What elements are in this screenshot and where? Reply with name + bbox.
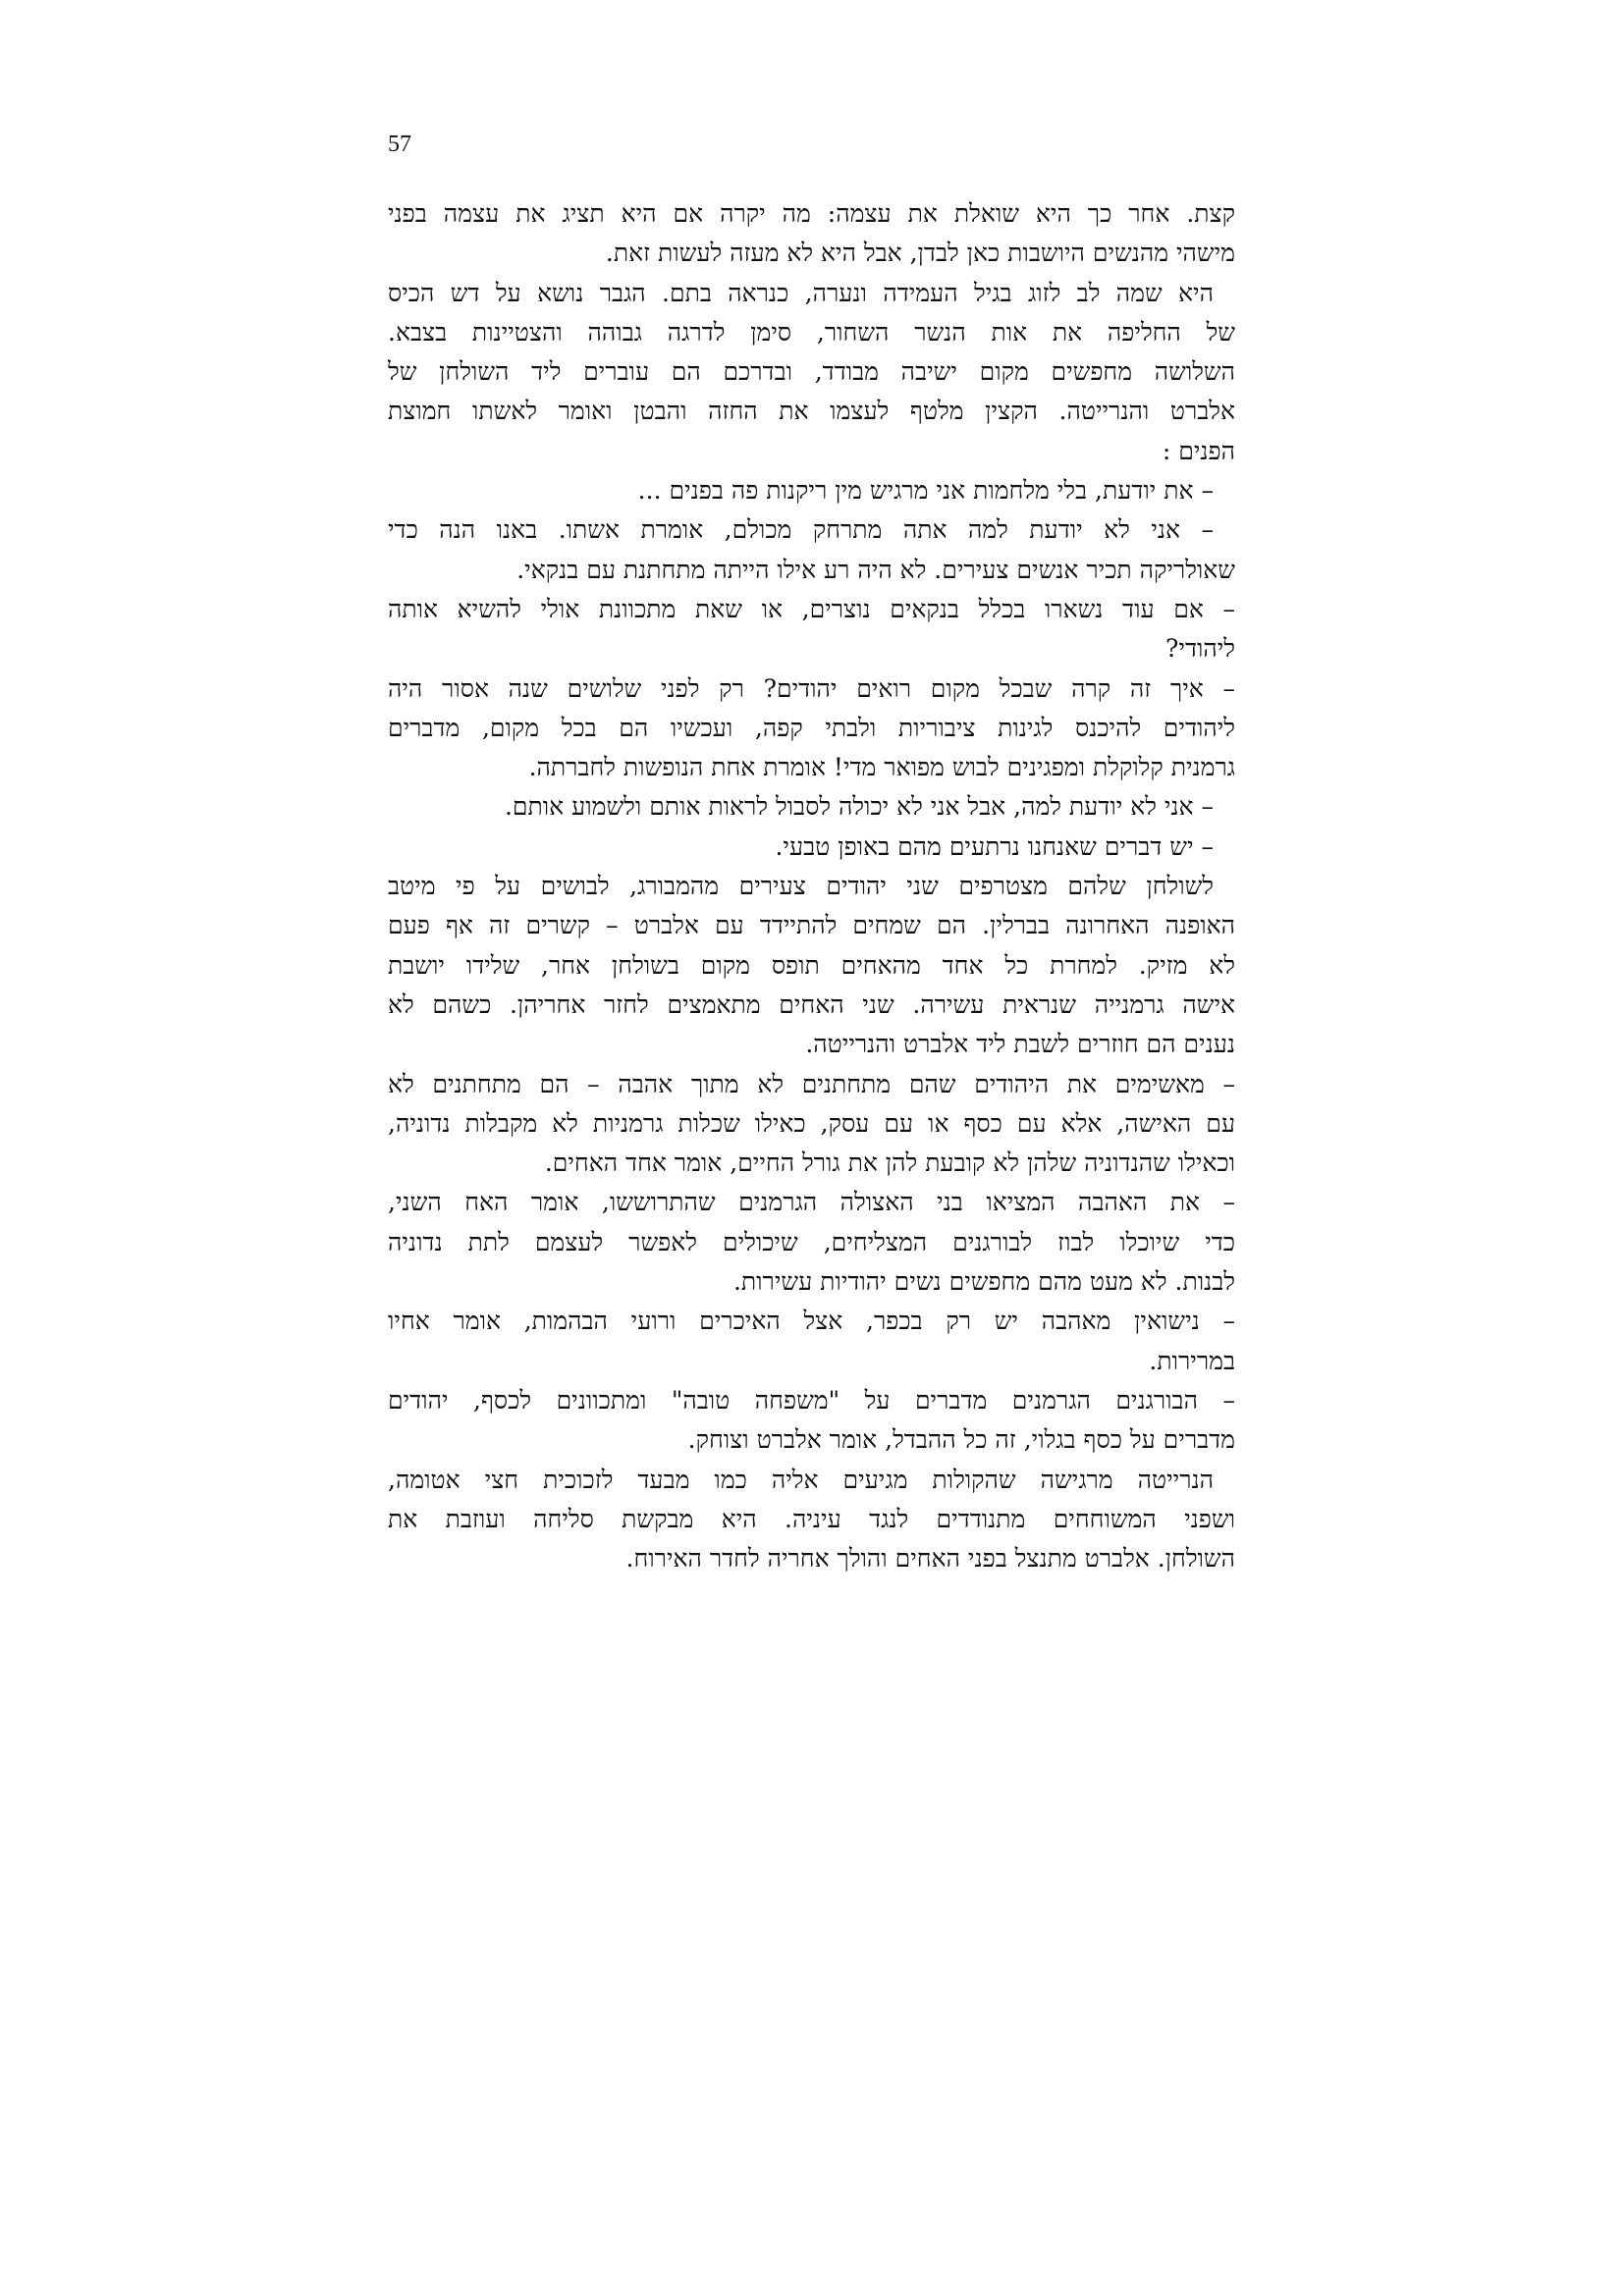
text-line: קצת. אחר כך היא שואלת את עצמה: מה יקרה אם היא תציג את עצמה בפני [388, 199, 1235, 228]
text-line: – הבורגנים הגרמנים מדברים על "משפחה טובה" ומתכוונים לכסף, יהודים [388, 1385, 1235, 1415]
text-line: מדברים על כסף בגלוי, זה כל ההבדל, אומר אלברט וצוחק. [687, 1425, 1235, 1455]
text-line: – מאשימים את היהודים שהם מתחתנים לא מתוך אהבה – הם מתחתנים לא [388, 1069, 1235, 1098]
text-line: הנרייטה מרגישה שהקולות מגיעים אליה כמו מבעד לזכוכית חצי אטומה, [388, 1465, 1214, 1494]
text-line: – יש דברים שאנחנו נרתעים מהם באופן טבעי. [775, 831, 1214, 861]
text-line: הפנים : [1162, 436, 1235, 465]
text-line: לבנות. לא מעט מהם מחפשים נשים יהודיות עשירות. [732, 1267, 1235, 1297]
text-line: ליהודי? [1164, 634, 1235, 664]
text-line: שאולריקה תכיר אנשים צעירים. לא היה רע אילו הייתה מתחתנת עם בנקאי. [516, 555, 1235, 584]
text-line: ושפני המשוחחים מתנודדים לנגד עיניה. היא מבקשת סליחה ועוזבת את [388, 1504, 1235, 1533]
text-line: היא שמה לב לזוג בגיל העמידה ונערה, כנראה בתם. הגבר נושא על דש הכיס [388, 278, 1214, 307]
body-text [388, 194, 1235, 1578]
text-line: וכאילו שהנדוניה שלהן לא קובעת להן את גורל החיים, אומר אחד האחים. [544, 1148, 1235, 1178]
text-line: – נישואין מאהבה יש רק בכפר, אצל האיכרים ורועי הבהמות, אומר אחיו [388, 1307, 1235, 1336]
text-line: נענים הם חוזרים לשבת ליד אלברט והנרייטה. [805, 1030, 1235, 1059]
text-line: – את יודעת, בלי מלחמות אני מרגיש מין ריקנות פה בפנים ... [637, 476, 1214, 506]
text-line: ליהודים להיכנס לגינות ציבוריות ולבתי קפה, ועכשיו הם בכל מקום, מדברים [388, 713, 1235, 742]
text-line: עם האישה, אלא עם כסף או עם עסק, כאילו שכלות גרמניות לא מקבלות נדוניה, [388, 1108, 1235, 1138]
text-line: כדי שיוכלו לבוז לבורגנים המצליחים, שיכולים לאפשר לעצמם לתת נדוניה [388, 1227, 1235, 1256]
text-line: – איך זה קרה שבכל מקום רואים יהודים? רק לפני שלושים שנה אסור היה [388, 673, 1235, 703]
text-line: – אם עוד נשארו בכלל בנקאים נוצרים, או שאת מתכוונת אולי להשיא אותה [388, 594, 1235, 623]
text-line: של החליפה את אות הנשר השחור, סימן לדרגה גבוהה והצטיינות בצבא. [388, 317, 1235, 347]
text-line: אישה גרמנייה שנראית עשירה. שני האחים מתאמצים לחזר אחריהן. כשהם לא [388, 989, 1235, 1019]
text-line: – את האהבה המציאו בני האצולה הגרמנים שהתרוששו, אומר האח השני, [388, 1188, 1235, 1217]
text-line: גרמנית קלוקלת ומפגינים לבוש מפואר מדי! אומרת אחת הנופשות לחברתה. [528, 753, 1235, 782]
text-line: לא מזיק. למחרת כל אחד מהאחים תופס מקום בשולחן אחר, שלידו יושבת [388, 950, 1235, 980]
page-number: 57 [388, 132, 411, 157]
text-line: השולחן. אלברט מתנצל בפני האחים והולך אחריה לחדר האירוח. [625, 1544, 1235, 1574]
text-line: השלושה מחפשים מקום ישיבה מבודד, ובדרכם הם עוברים ליד השולחן של [388, 357, 1235, 387]
text-line: – אני לא יודעת למה אתה מתרחק מכולם, אומרת אשתו. באנו הנה כדי [388, 515, 1214, 545]
text-line: – אני לא יודעת למה, אבל אני לא יכולה לסבול לראות אותם ולשמוע אותם. [504, 792, 1214, 822]
text-line: אלברט והנרייטה. הקצין מלטף לעצמו את החזה והבטן ואומר לאשתו חמוצת [388, 397, 1235, 426]
text-line: במרירות. [1149, 1346, 1235, 1375]
text-line: האופנה האחרונה בברלין. הם שמחים להתיידד עם אלברט – קשרים זה אף פעם [388, 911, 1235, 940]
text-line: לשולחן שלהם מצטרפים שני יהודים צעירים מהמבורג, לבושים על פי מיטב [388, 872, 1214, 901]
text-line: מישהי מהנשים היושבות כאן לבדן, אבל היא לא מעזה לעשות זאת. [605, 239, 1235, 268]
